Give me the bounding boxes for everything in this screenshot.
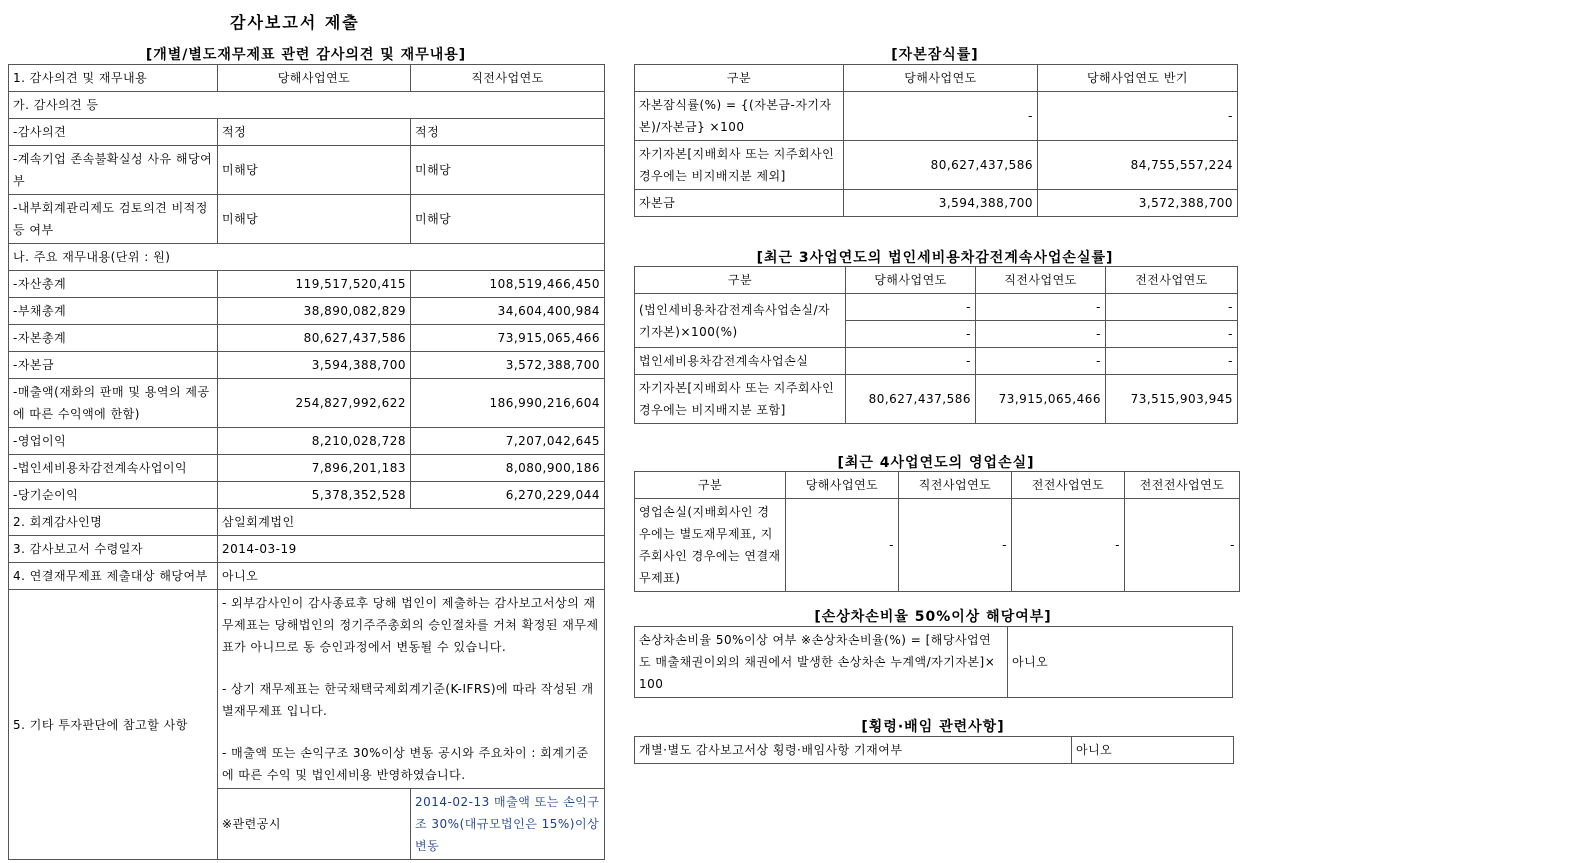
row-current: 8,210,028,728 [218,428,411,455]
other-matters-notes [218,590,605,789]
report-date-value: 2014-03-19 [218,536,605,563]
row-label: -부채총계 [9,298,218,325]
table-row [635,141,1238,190]
row-value: 3,594,388,700 [844,190,1038,217]
other-note-3: - 매출액 또는 손익구조 30%이상 변동 공시와 주요차이 : 회계기준에 따른 수익 및 법인세비용 반영하였습니다. [222,746,589,782]
table-row [9,119,605,146]
row-label: -내부회계관리제도 검토의견 비적정 등 여부 [9,195,218,244]
row-label: -자본금 [9,352,218,379]
other-note-1: - 외부감사인이 감사종료후 당해 법인이 제출하는 감사보고서상의 재무제표는 당해법인의 정기주주총회의 승인절차를 거쳐 확정된 재무제표가 아니므로 동 승인과정에서 변동될 수 있습니다. [222,596,599,654]
table-row [635,627,1233,698]
col-header-previous-year: 직전사업연도 [976,267,1106,294]
audit-opinion-table [8,64,605,860]
row-previous: 108,519,466,450 [411,271,605,298]
row-value: - [976,321,1106,348]
col-header-previous-year: 직전사업연도 [411,65,605,92]
row-previous: 73,915,065,466 [411,325,605,352]
table-row [635,737,1234,764]
table-row [635,190,1238,217]
col-header-three-years-ago: 전전전사업연도 [1125,472,1240,499]
row-label: -감사의견 [9,119,218,146]
operating-loss-table [634,471,1240,592]
row-value: 73,915,065,466 [976,375,1106,424]
row-current: 3,594,388,700 [218,352,411,379]
table-row [9,325,605,352]
row-value: - [844,92,1038,141]
row-current: 38,890,082,829 [218,298,411,325]
row-current: 254,827,992,622 [218,379,411,428]
row-current: 119,517,520,415 [218,271,411,298]
col-header-two-years-ago: 전전사업연도 [1012,472,1125,499]
row-label: -매출액(재화의 판매 및 용역의 제공에 따른 수익액에 한함) [9,379,218,428]
page-title: 감사보고서 제출 [230,13,360,32]
operating-loss-title: [최근 4사업연도의 영업손실] [837,455,1035,471]
bad-debt-label: 손상차손비율 50%이상 여부 ※손상차손비율(%) = [해당사업연도 매출채권이외의 채권에서 발생한 손상차손 누계액/자기자본]×100 [635,627,1008,698]
table-row [9,482,605,509]
row-value: - [1106,321,1238,348]
col-header-current-year: 당해사업연도 [846,267,976,294]
loss-label: 법인세비용차감전계속사업손실 [635,348,846,375]
row-label: 자본금 [635,190,844,217]
col-header-current-year: 당해사업연도 [218,65,411,92]
row-value: 3,572,388,700 [1038,190,1238,217]
row-value: - [786,499,899,592]
row-value: - [1125,499,1240,592]
row-previous: 6,270,229,044 [411,482,605,509]
table-row [9,428,605,455]
row-current: 7,896,201,183 [218,455,411,482]
col-header-previous-year: 직전사업연도 [899,472,1012,499]
table-row [9,298,605,325]
table-row [635,294,1238,321]
row-previous: 34,604,400,984 [411,298,605,325]
row-label: 자본잠식률(%) = {(자본금-자기자본)/자본금} ×100 [635,92,844,141]
section-na-label: 나. 주요 재무내용(단위 : 원) [9,244,605,271]
embezzlement-table [634,736,1234,764]
capital-impairment-table [634,64,1238,217]
bad-debt-table [634,626,1233,698]
row-label: -영업이익 [9,428,218,455]
row-value: - [976,348,1106,375]
table-row [635,375,1238,424]
col-header-current-year: 당해사업연도 [844,65,1038,92]
other-matters-label: 5. 기타 투자판단에 참고할 사항 [9,590,218,860]
loss-rate-label: (법인세비용차감전계속사업손실/자기자본)×100(%) [635,294,846,348]
loss-rate-table [634,266,1238,424]
row-previous: 미해당 [411,195,605,244]
row-previous: 3,572,388,700 [411,352,605,379]
table-row [9,195,605,244]
col-header-category: 구분 [635,267,846,294]
consolidated-value: 아니오 [218,563,605,590]
row-value: - [846,321,976,348]
row-label: -자산총계 [9,271,218,298]
operating-loss-label: 영업손실(지배회사인 경우에는 별도재무제표, 지주회사인 경우에는 연결재무제표) [635,499,786,592]
row-value: - [1106,348,1238,375]
row-previous: 8,080,900,186 [411,455,605,482]
row-previous: 미해당 [411,146,605,195]
col-header-category: 구분 [635,472,786,499]
row-label: 자기자본[지배회사 또는 지주회사인 경우에는 비지배지분 제외] [635,141,844,190]
row-label: -자본총계 [9,325,218,352]
row-current: 적정 [218,119,411,146]
table-row [9,379,605,428]
col-header-half-year: 당해사업연도 반기 [1038,65,1238,92]
loss-rate-title: [최근 3사업연도의 법인세비용차감전계속사업손실률] [756,250,1114,266]
row-value: - [1038,92,1238,141]
bad-debt-value: 아니오 [1008,627,1233,698]
embezzlement-title: [횡령·배임 관련사항] [861,719,1005,735]
table-row [635,499,1240,592]
table-row [9,146,605,195]
table-row [9,455,605,482]
embezzlement-label: 개별·별도 감사보고서상 횡령·배임사항 기재여부 [635,737,1072,764]
row-value: - [846,348,976,375]
bad-debt-title: [손상차손비율 50%이상 해당여부] [814,609,1052,625]
row-value: 80,627,437,586 [844,141,1038,190]
row-value: - [846,294,976,321]
row-label: -법인세비용차감전계속사업이익 [9,455,218,482]
auditor-value: 삼일회계법인 [218,509,605,536]
capital-impairment-title: [자본잠식률] [891,47,979,63]
related-disclosure-label: ※관련공시 [218,789,411,860]
related-disclosure-link[interactable]: 2014-02-13 매출액 또는 손익구조 30%(대규모법인은 15%)이상 변동 [411,789,605,860]
row-value: - [976,294,1106,321]
table-row [635,348,1238,375]
embezzlement-value: 아니오 [1072,737,1234,764]
report-date-label: 3. 감사보고서 수령일자 [9,536,218,563]
row-value: - [1012,499,1125,592]
row-value: - [1106,294,1238,321]
section-ga-label: 가. 감사의견 등 [9,92,605,119]
consolidated-label: 4. 연결재무제표 제출대상 해당여부 [9,563,218,590]
other-note-2: - 상기 재무제표는 한국채택국제회계기준(K-IFRS)에 따라 작성된 개별재무제표 입니다. [222,682,594,718]
row-label: -계속기업 존속불확실성 사유 해당여부 [9,146,218,195]
equity-label: 자기자본[지배회사 또는 지주회사인 경우에는 비지배지분 포함] [635,375,846,424]
col-header-current-year: 당해사업연도 [786,472,899,499]
row-current: 미해당 [218,195,411,244]
table-row [9,352,605,379]
row-current: 80,627,437,586 [218,325,411,352]
col-header-item: 1. 감사의견 및 재무내용 [9,65,218,92]
table-row [635,92,1238,141]
row-value: 84,755,557,224 [1038,141,1238,190]
row-value: 73,515,903,945 [1106,375,1238,424]
row-value: - [899,499,1012,592]
col-header-two-years-ago: 전전사업연도 [1106,267,1238,294]
row-current: 5,378,352,528 [218,482,411,509]
auditor-label: 2. 회계감사인명 [9,509,218,536]
row-previous: 적정 [411,119,605,146]
row-value: 80,627,437,586 [846,375,976,424]
col-header-category: 구분 [635,65,844,92]
row-previous: 7,207,042,645 [411,428,605,455]
row-previous: 186,990,216,604 [411,379,605,428]
row-label: -당기순이익 [9,482,218,509]
table-row [9,271,605,298]
row-current: 미해당 [218,146,411,195]
audit-opinion-section-title: [개별/별도재무제표 관련 감사의견 및 재무내용] [145,47,467,63]
